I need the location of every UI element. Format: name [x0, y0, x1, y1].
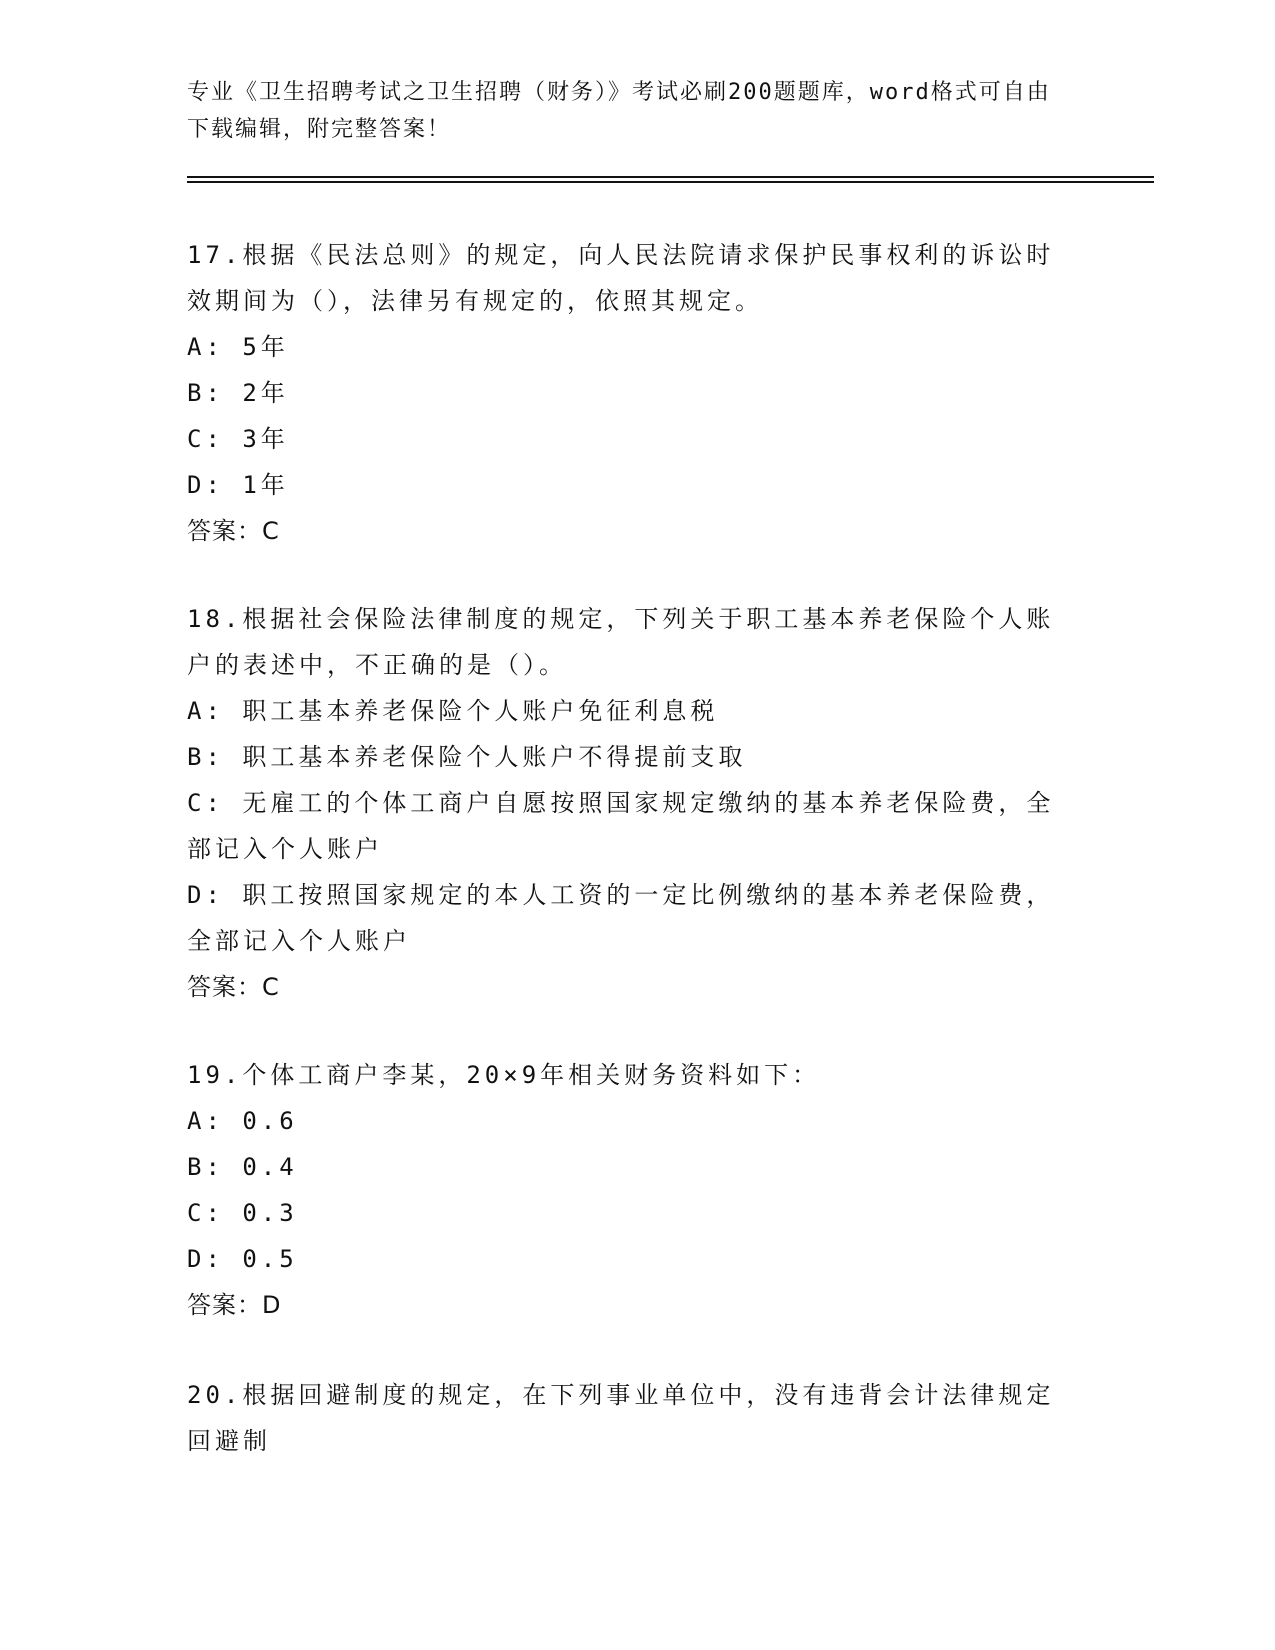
- option-d: D: 职工按照国家规定的本人工资的一定比例缴纳的基本养老保险费，全部记入个人账户: [187, 881, 1055, 955]
- option-b: B: 2年: [187, 379, 289, 407]
- answer: 答案：C: [187, 973, 280, 1001]
- document-intro: 专业《卫生招聘考试之卫生招聘（财务）》考试必刷200题题库，word格式可自由下载编辑，附完整答案！: [187, 80, 1051, 142]
- option-d: D: 0.5: [187, 1245, 298, 1273]
- answer: 答案：C: [187, 517, 280, 545]
- option-a: A: 0.6: [187, 1107, 298, 1135]
- option-a: A: 职工基本养老保险个人账户免征利息税: [187, 697, 719, 725]
- option-d: D: 1年: [187, 471, 289, 499]
- option-c: C: 3年: [187, 425, 289, 453]
- option-c: C: 0.3: [187, 1199, 298, 1227]
- question-stem: 17.根据《民法总则》的规定，向人民法院请求保护民事权利的诉讼时效期间为（），法律另有规定的，依照其规定。: [187, 241, 1055, 315]
- question-17: [187, 232, 1067, 554]
- question-20: [187, 1372, 1067, 1464]
- answer: 答案：D: [187, 1291, 282, 1319]
- header-divider-top: [187, 176, 1154, 178]
- question-19: [187, 1052, 1067, 1328]
- header-divider-bottom: [187, 181, 1154, 183]
- option-a: A: 5年: [187, 333, 289, 361]
- option-c: C: 无雇工的个体工商户自愿按照国家规定缴纳的基本养老保险费，全部记入个人账户: [187, 789, 1055, 863]
- question-18: [187, 596, 1067, 1010]
- option-b: B: 职工基本养老保险个人账户不得提前支取: [187, 743, 747, 771]
- option-b: B: 0.4: [187, 1153, 298, 1181]
- question-stem: 18.根据社会保险法律制度的规定，下列关于职工基本养老保险个人账户的表述中，不正确的是（）。: [187, 605, 1055, 679]
- question-stem: 20.根据回避制度的规定，在下列事业单位中，没有违背会计法律规定回避制: [187, 1381, 1055, 1455]
- question-stem: 19.个体工商户李某，20×9年相关财务资料如下：: [187, 1061, 821, 1089]
